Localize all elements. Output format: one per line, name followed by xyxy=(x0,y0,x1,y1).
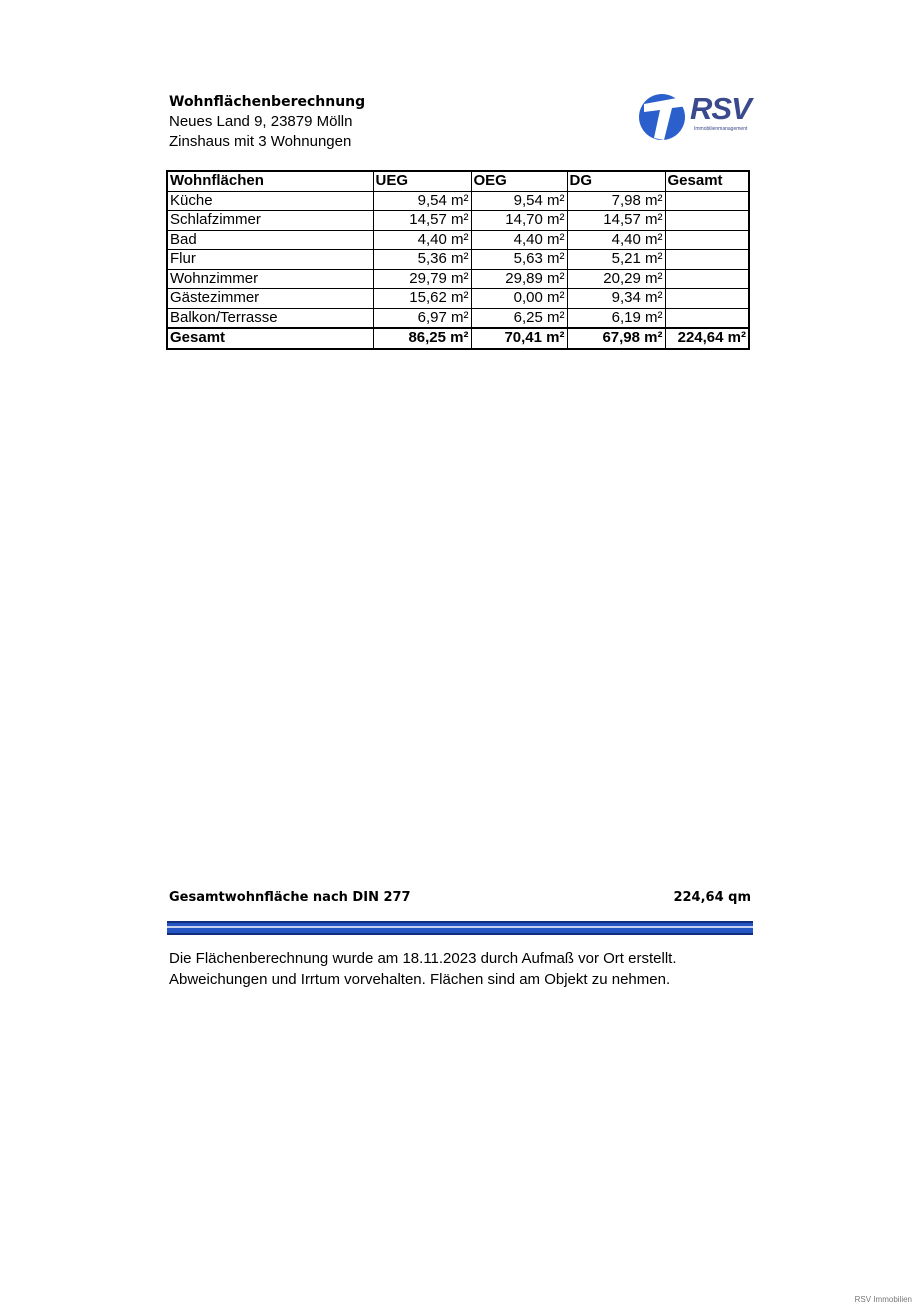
area-total xyxy=(665,250,749,270)
total-living-area-value: 224,64 qm xyxy=(673,890,751,905)
property-description: Zinshaus mit 3 Wohnungen xyxy=(169,133,352,150)
room-name: Küche xyxy=(167,191,373,211)
total-all: 224,64 m² xyxy=(665,328,749,349)
area-ueg: 4,40 m² xyxy=(373,230,471,250)
table-row xyxy=(167,308,749,328)
footer-line-1: Die Flächenberechnung wurde am 18.11.2023 durch Aufmaß vor Ort erstellt. xyxy=(169,950,677,967)
header-cell-rooms: Wohnflächen xyxy=(167,171,373,191)
area-ueg: 5,36 m² xyxy=(373,250,471,270)
rsv-logo-icon xyxy=(638,92,694,142)
table-total-row xyxy=(167,328,749,349)
room-name: Balkon/Terrasse xyxy=(167,308,373,328)
room-name: Flur xyxy=(167,250,373,270)
header-cell-oeg: OEG xyxy=(471,171,567,191)
header-cell-dg: DG xyxy=(567,171,665,191)
area-ueg: 15,62 m² xyxy=(373,289,471,309)
table-row xyxy=(167,269,749,289)
area-total xyxy=(665,211,749,231)
total-oeg: 70,41 m² xyxy=(471,328,567,349)
area-ueg: 14,57 m² xyxy=(373,211,471,231)
logo-subtitle: Immobilienmanagement xyxy=(694,126,748,132)
table-header-row xyxy=(167,171,749,191)
area-oeg: 5,63 m² xyxy=(471,250,567,270)
total-living-area-label: Gesamtwohnfläche nach DIN 277 xyxy=(169,890,411,905)
area-dg: 4,40 m² xyxy=(567,230,665,250)
area-total xyxy=(665,191,749,211)
divider-bar-highlight xyxy=(167,926,753,928)
table-row xyxy=(167,289,749,309)
living-area-table xyxy=(166,170,750,350)
area-dg: 9,34 m² xyxy=(567,289,665,309)
rsv-logo xyxy=(638,92,758,142)
area-ueg: 6,97 m² xyxy=(373,308,471,328)
property-address: Neues Land 9, 23879 Mölln xyxy=(169,113,353,130)
area-oeg: 0,00 m² xyxy=(471,289,567,309)
area-total xyxy=(665,308,749,328)
watermark: RSV Immobilien xyxy=(854,1295,912,1304)
area-ueg: 29,79 m² xyxy=(373,269,471,289)
area-dg: 5,21 m² xyxy=(567,250,665,270)
area-total xyxy=(665,289,749,309)
area-total xyxy=(665,269,749,289)
footer-line-2: Abweichungen und Irrtum vorvehalten. Flächen sind am Objekt zu nehmen. xyxy=(169,971,671,988)
divider-bar xyxy=(167,921,753,935)
area-oeg: 29,89 m² xyxy=(471,269,567,289)
area-ueg: 9,54 m² xyxy=(373,191,471,211)
area-dg: 6,19 m² xyxy=(567,308,665,328)
room-name: Gästezimmer xyxy=(167,289,373,309)
total-label: Gesamt xyxy=(167,328,373,349)
room-name: Schlafzimmer xyxy=(167,211,373,231)
header-cell-total: Gesamt xyxy=(665,171,749,191)
area-dg: 7,98 m² xyxy=(567,191,665,211)
table-row xyxy=(167,230,749,250)
area-oeg: 6,25 m² xyxy=(471,308,567,328)
table-row xyxy=(167,191,749,211)
area-oeg: 14,70 m² xyxy=(471,211,567,231)
area-oeg: 9,54 m² xyxy=(471,191,567,211)
total-dg: 67,98 m² xyxy=(567,328,665,349)
header-cell-ueg: UEG xyxy=(373,171,471,191)
table-row xyxy=(167,250,749,270)
footer-note xyxy=(169,948,769,990)
area-dg: 20,29 m² xyxy=(567,269,665,289)
total-ueg: 86,25 m² xyxy=(373,328,471,349)
document-header xyxy=(169,92,365,152)
logo-wordmark: RSV xyxy=(690,91,751,126)
area-dg: 14,57 m² xyxy=(567,211,665,231)
room-name: Bad xyxy=(167,230,373,250)
area-oeg: 4,40 m² xyxy=(471,230,567,250)
table-row xyxy=(167,211,749,231)
document-title: Wohnflächenberechnung xyxy=(169,94,366,110)
room-name: Wohnzimmer xyxy=(167,269,373,289)
area-total xyxy=(665,230,749,250)
